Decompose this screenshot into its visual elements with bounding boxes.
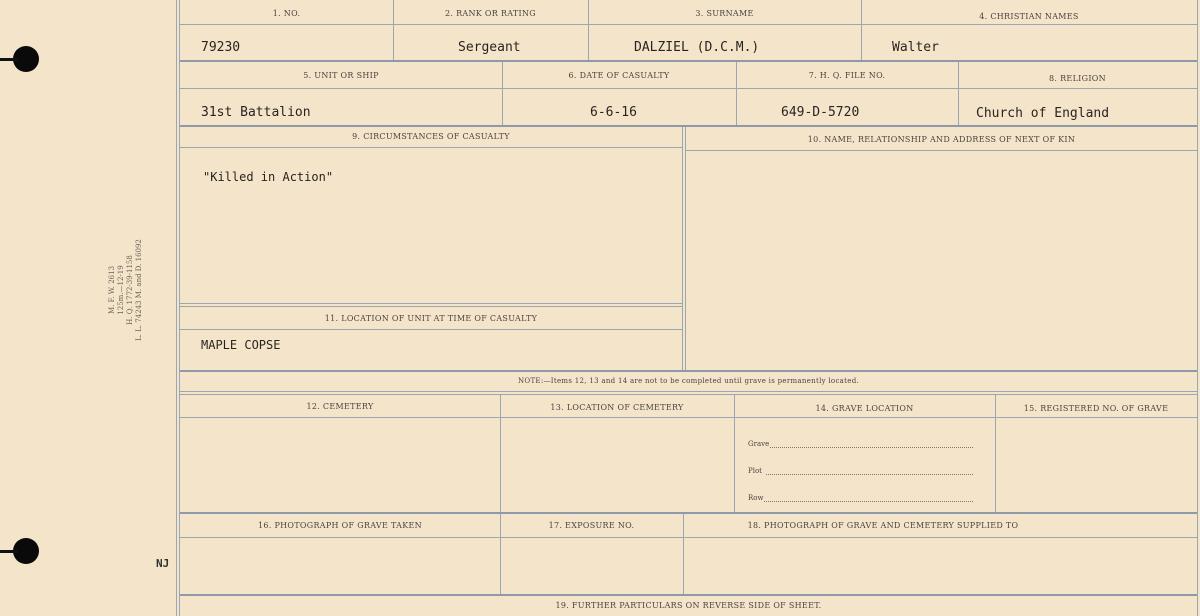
label-further-particulars: 19. FURTHER PARTICULARS ON REVERSE SIDE OF SHEET.	[555, 601, 822, 610]
rule	[180, 24, 1197, 25]
side-print-line: M. F. W. 2613	[108, 265, 116, 315]
value-date: 6-6-16	[590, 105, 637, 120]
rule	[686, 150, 1197, 151]
rule	[180, 394, 1197, 395]
value-rank: Sergeant	[458, 40, 521, 55]
rule	[682, 127, 683, 370]
label-photo-supplied: 18. PHOTOGRAPH OF GRAVE AND CEMETERY SUPPLIED TO	[747, 521, 1019, 530]
rule	[180, 391, 1197, 392]
hole-stub-top	[0, 58, 18, 61]
rule	[176, 0, 177, 616]
side-print	[108, 230, 144, 350]
rule	[180, 88, 1197, 89]
label-rank: 2. RANK OR RATING	[445, 9, 536, 18]
rule	[180, 512, 1197, 514]
value-unit: 31st Battalion	[201, 105, 311, 120]
rule	[861, 0, 862, 60]
rule	[180, 537, 1197, 538]
label-religion: 8. RELIGION	[1049, 74, 1106, 83]
note-text: NOTE:—Items 12, 13 and 14 are not to be completed until grave is permanently located.	[517, 377, 860, 385]
plot-line	[766, 473, 973, 475]
label-cemetery: 12. CEMETERY	[306, 402, 374, 411]
rule	[685, 127, 686, 370]
label-christian-names: 4. CHRISTIAN NAMES	[979, 12, 1079, 21]
hole-stub-bottom	[0, 550, 18, 553]
rule	[500, 395, 501, 512]
value-religion: Church of England	[976, 106, 1110, 121]
rule	[1197, 0, 1198, 616]
rule	[180, 60, 1197, 62]
value-location-of-unit: MAPLE COPSE	[201, 338, 281, 352]
grave-line	[770, 446, 973, 448]
label-date: 6. DATE OF CASUALTY	[568, 71, 670, 80]
rule	[180, 417, 1197, 418]
label-location-of-cemetery: 13. LOCATION OF CEMETERY	[550, 403, 684, 412]
rule	[180, 306, 682, 307]
rule	[180, 329, 682, 330]
label-surname: 3. SURNAME	[695, 9, 754, 18]
label-hq-file: 7. H. Q. FILE NO.	[808, 71, 886, 80]
value-circumstances: "Killed in Action"	[203, 170, 334, 184]
rule	[180, 370, 1197, 372]
value-surname: DALZIEL (D.C.M.)	[634, 40, 760, 55]
label-location-of-unit: 11. LOCATION OF UNIT AT TIME OF CASUALTY	[324, 314, 538, 323]
label-circumstances: 9. CIRCUMSTANCES OF CASUALTY	[352, 132, 510, 141]
corner-mark: NJ	[156, 557, 170, 570]
side-print-line: 125m.—12-19	[117, 265, 125, 315]
label-photo-taken: 16. PHOTOGRAPH OF GRAVE TAKEN	[258, 521, 422, 530]
rule	[180, 147, 682, 148]
row-line	[764, 500, 973, 502]
label-grave: Grave	[748, 440, 770, 448]
label-next-of-kin: 10. NAME, RELATIONSHIP AND ADDRESS OF NEXT OF KIN	[807, 135, 1076, 144]
value-hq-file: 649-D-5720	[781, 105, 860, 120]
label-exposure: 17. EXPOSURE NO.	[548, 521, 635, 530]
label-unit: 5. UNIT OR SHIP	[303, 71, 379, 80]
label-grave-location: 14. GRAVE LOCATION	[815, 404, 914, 413]
label-registered-no: 15. REGISTERED NO. OF GRAVE	[1023, 404, 1169, 413]
side-print-line: L. L. 74243 M. and D. 16092	[135, 239, 143, 341]
label-plot: Plot	[748, 467, 762, 475]
rule	[958, 62, 959, 125]
label-no: 1. NO.	[272, 9, 301, 18]
rule	[180, 303, 682, 304]
side-print-line: H. Q. 1772-39-1158	[126, 255, 134, 325]
rule	[180, 125, 1197, 127]
value-christian-names: Walter	[892, 40, 939, 55]
value-no: 79230	[201, 40, 241, 55]
rule	[180, 594, 1197, 596]
label-row: Row	[748, 494, 764, 502]
